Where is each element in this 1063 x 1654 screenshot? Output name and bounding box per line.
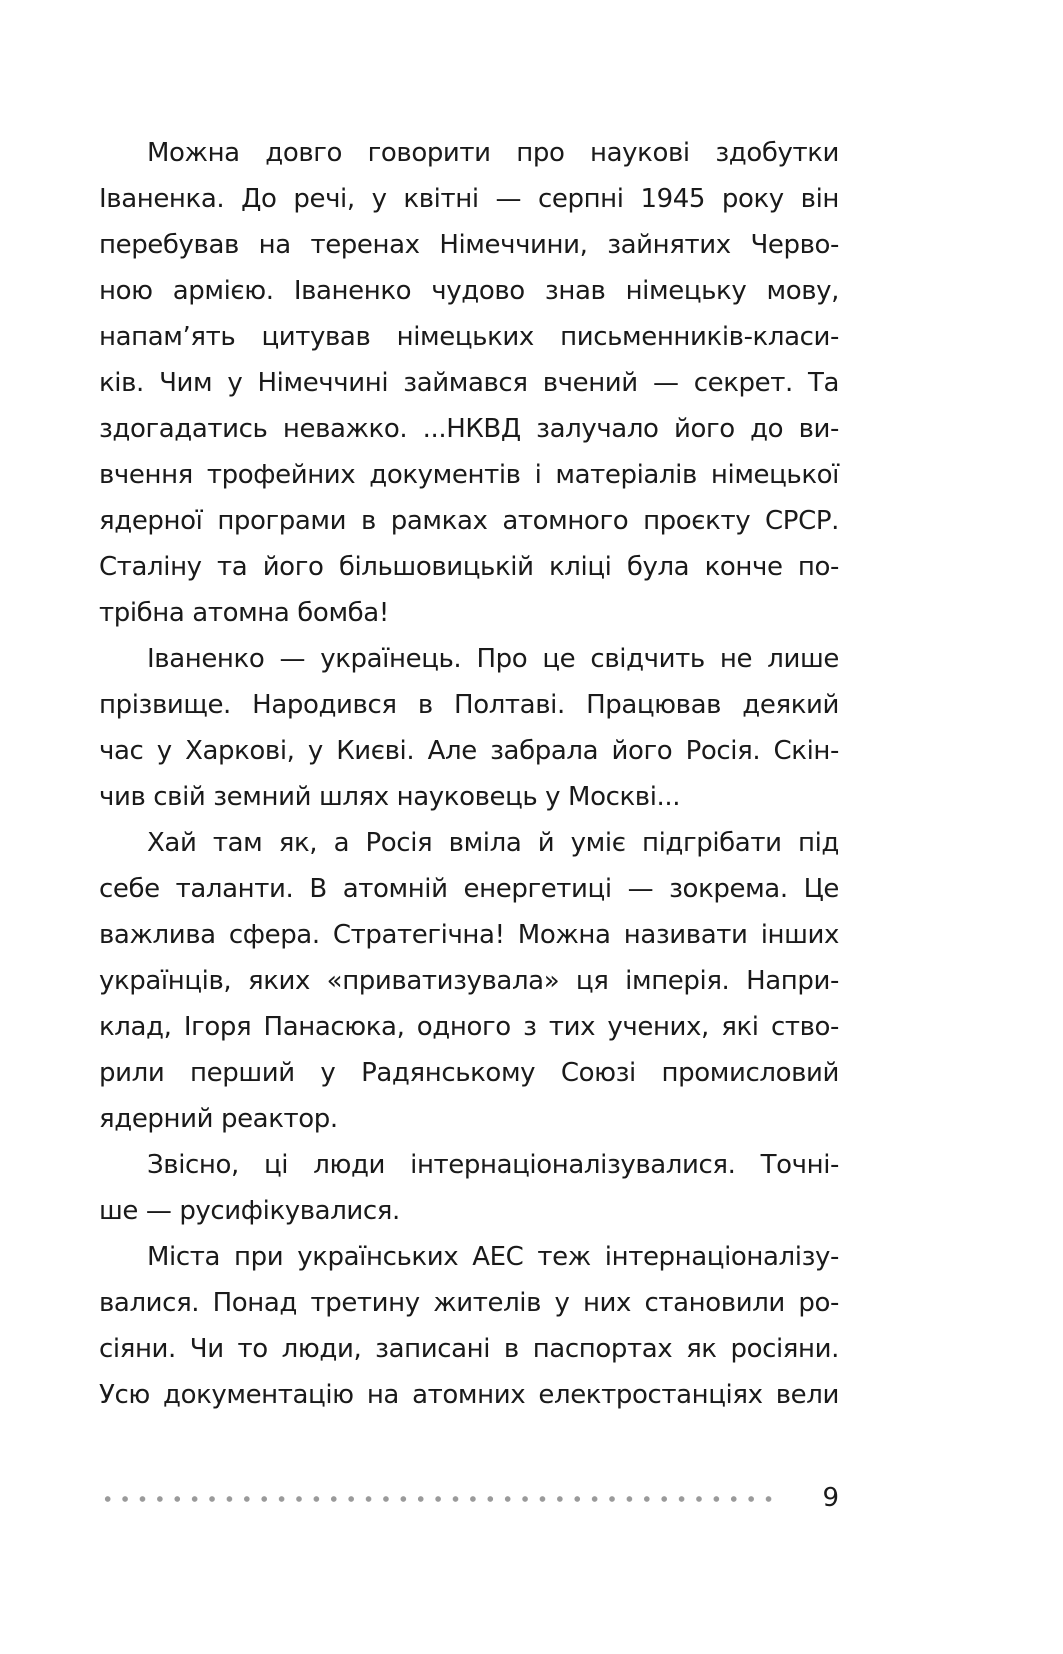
text-line: трібна атомна бомба! [99,598,389,628]
text-line: ною армією. Іваненко чудово знав німецьку мову, [99,276,839,306]
page-number: 9 [822,1483,839,1513]
text-line: чив свій земний шлях науковець у Москві... [99,782,681,812]
text-line: ків. Чим у Німеччині займався вчений — секрет. Та [99,368,839,398]
text-line: сіяни. Чи то люди, записані в паспортах як росіяни. [99,1334,839,1364]
text-line: ядерної програми в рамках атомного проєкту СРСР. [99,506,839,536]
body-text [99,130,839,1418]
dotted-rule [99,1496,779,1502]
text-line: ядерний реактор. [99,1104,338,1134]
text-line: клад, Ігоря Панасюка, одного з тих учених, які ство- [99,1012,839,1042]
text-line: вчення трофейних документів і матеріалів німецької [99,460,839,490]
text-line: ше — русифікувалися. [99,1196,400,1226]
text-line: себе таланти. В атомній енергетиці — зокрема. Це [99,874,839,904]
text-line: перебував на теренах Німеччини, зайнятих Черво- [99,230,839,260]
text-line: українців, яких «приватизувала» ця імперія. Напри- [99,966,839,996]
text-line: здогадатись неважко. ...НКВД залучало його до ви- [99,414,839,444]
text-line: прізвище. Народився в Полтаві. Працював деякий [99,690,839,720]
paragraph-4 [99,1142,839,1234]
text-line: напам’ять цитував німецьких письменників-класи- [99,322,839,352]
paragraph-5 [99,1234,839,1418]
text-line: Іваненка. До речі, у квітні — серпні 1945 року він [99,184,839,214]
text-line: рили перший у Радянському Союзі промисловий [99,1058,839,1088]
paragraph-1 [99,130,839,636]
paragraph-3 [99,820,839,1142]
text-line: Можна довго говорити про наукові здобутки [147,138,839,168]
text-line: Хай там як, а Росія вміла й уміє підгрібати під [147,828,839,858]
text-line: Міста при українських АЕС теж інтернаціоналізу- [147,1242,839,1272]
paragraph-2 [99,636,839,820]
text-line: важлива сфера. Стратегічна! Можна називати інших [99,920,839,950]
text-line: Усю документацію на атомних електростанціях вели [99,1380,839,1410]
text-line: Звісно, ці люди інтернаціоналізувалися. Точні- [147,1150,839,1180]
text-line: Сталіну та його більшовицькій кліці була конче по- [99,552,839,582]
text-line: Іваненко — українець. Про це свідчить не лише [147,644,839,674]
text-line: валися. Понад третину жителів у них становили ро- [99,1288,839,1318]
page-footer [99,1483,839,1513]
text-line: час у Харкові, у Києві. Але забрала його Росія. Скін- [99,736,839,766]
